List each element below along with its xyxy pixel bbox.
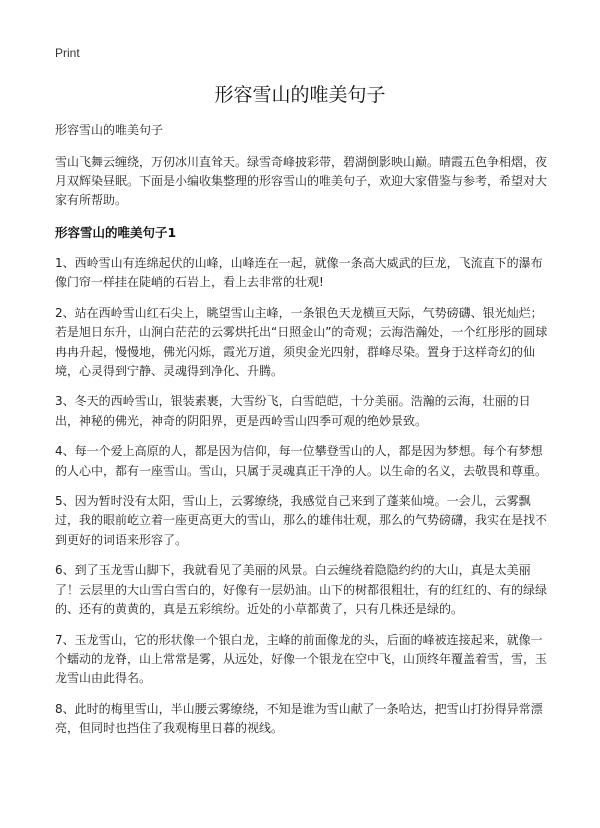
list-item: 3、冬天的西岭雪山，银装素裹，大雪纷飞，白雪皑皑，十分美丽。浩瀚的云海，壮丽的日出，神秘的佛光，神奇的阴阳界，更是西岭雪山四季可观的绝妙景致。: [55, 394, 531, 428]
page-title: 形容雪山的唯美句子: [214, 84, 386, 106]
print-link[interactable]: Print: [55, 46, 80, 60]
section-heading: 形容雪山的唯美句子1: [55, 225, 177, 240]
list-item: 2、站在西岭雪山红石尖上，眺望雪山主峰，一条银色天龙横亘天际，气势磅礴、银光灿烂；若是旭日东升，山涧白茫茫的云雾烘托出“日照金山”的奇观；云海浩瀚处，一个红彤彤的圆球冉冉升起，慢慢地，佛光闪烁，霞光万道，须臾金光四射，群峰尽染。置身于这样奇幻的仙境，心灵得到宁静、灵魂得到净化、升腾。: [55, 305, 548, 379]
intro-paragraph: 雪山飞舞云缠绕，万仞冰川直耸天。绿雪奇峰披彩带，碧湖倒影映山巅。晴霞五色争相熠，夜月双辉染昼眠。下面是小编收集整理的形容雪山的唯美句子，欢迎大家借鉴与参考，希望对大家有所帮助。: [55, 155, 548, 207]
list-item: 1、西岭雪山有连绵起伏的山峰，山峰连在一起，就像一条高大威武的巨龙，飞流直下的瀑布像门帘一样挂在陡峭的石岩上，看上去非常的壮观!: [55, 256, 543, 290]
sentence-list: [55, 254, 550, 739]
article-body: [55, 121, 550, 750]
list-item: 8、此时的梅里雪山，半山腰云雾缭绕，不知是谁为雪山献了一条哈达，把雪山打扮得异常漂亮，但同时也挡住了我观梅里日暮的视线。: [55, 701, 543, 736]
list-item: 6、到了玉龙雪山脚下，我就看见了美丽的风景。白云缠绕着隐隐约约的大山，真是太美丽了！云层里的大山雪白雪白的，好像有一层奶油。山下的树都很粗壮，有的红红的、有的绿绿的、还有的黄黄的，真是五彩缤纷。近处的小草都黄了，只有几株还是绿的。: [55, 563, 548, 617]
list-item: 4、每一个爱上高原的人，都是因为信仰，每一位攀登雪山的人，都是因为梦想。每个有梦想的人心中，都有一座雪山。雪山，只属于灵魂真正干净的人。以生命的名义，去敬畏和尊重。: [55, 444, 548, 478]
list-item: 5、因为暂时没有太阳，雪山上，云雾缭绕，我感觉自己来到了蓬莱仙境。一会儿，云雾飘过，我的眼前屹立着一座更高更大的雪山，那么的雄伟壮观，那么的气势磅礴，我实在是找不到更好的词语来形容了。: [55, 494, 548, 547]
article-subtitle: 形容雪山的唯美句子: [55, 123, 164, 137]
list-item: 7、玉龙雪山，它的形状像一个银白龙，主峰的前面像龙的头，后面的峰被连接起来，就像一个蠕动的龙脊，山上常常是雾，从远处，好像一个银龙在空中飞，山顶终年覆盖着雪，雪，玉龙雪山由此得名。: [55, 632, 548, 686]
